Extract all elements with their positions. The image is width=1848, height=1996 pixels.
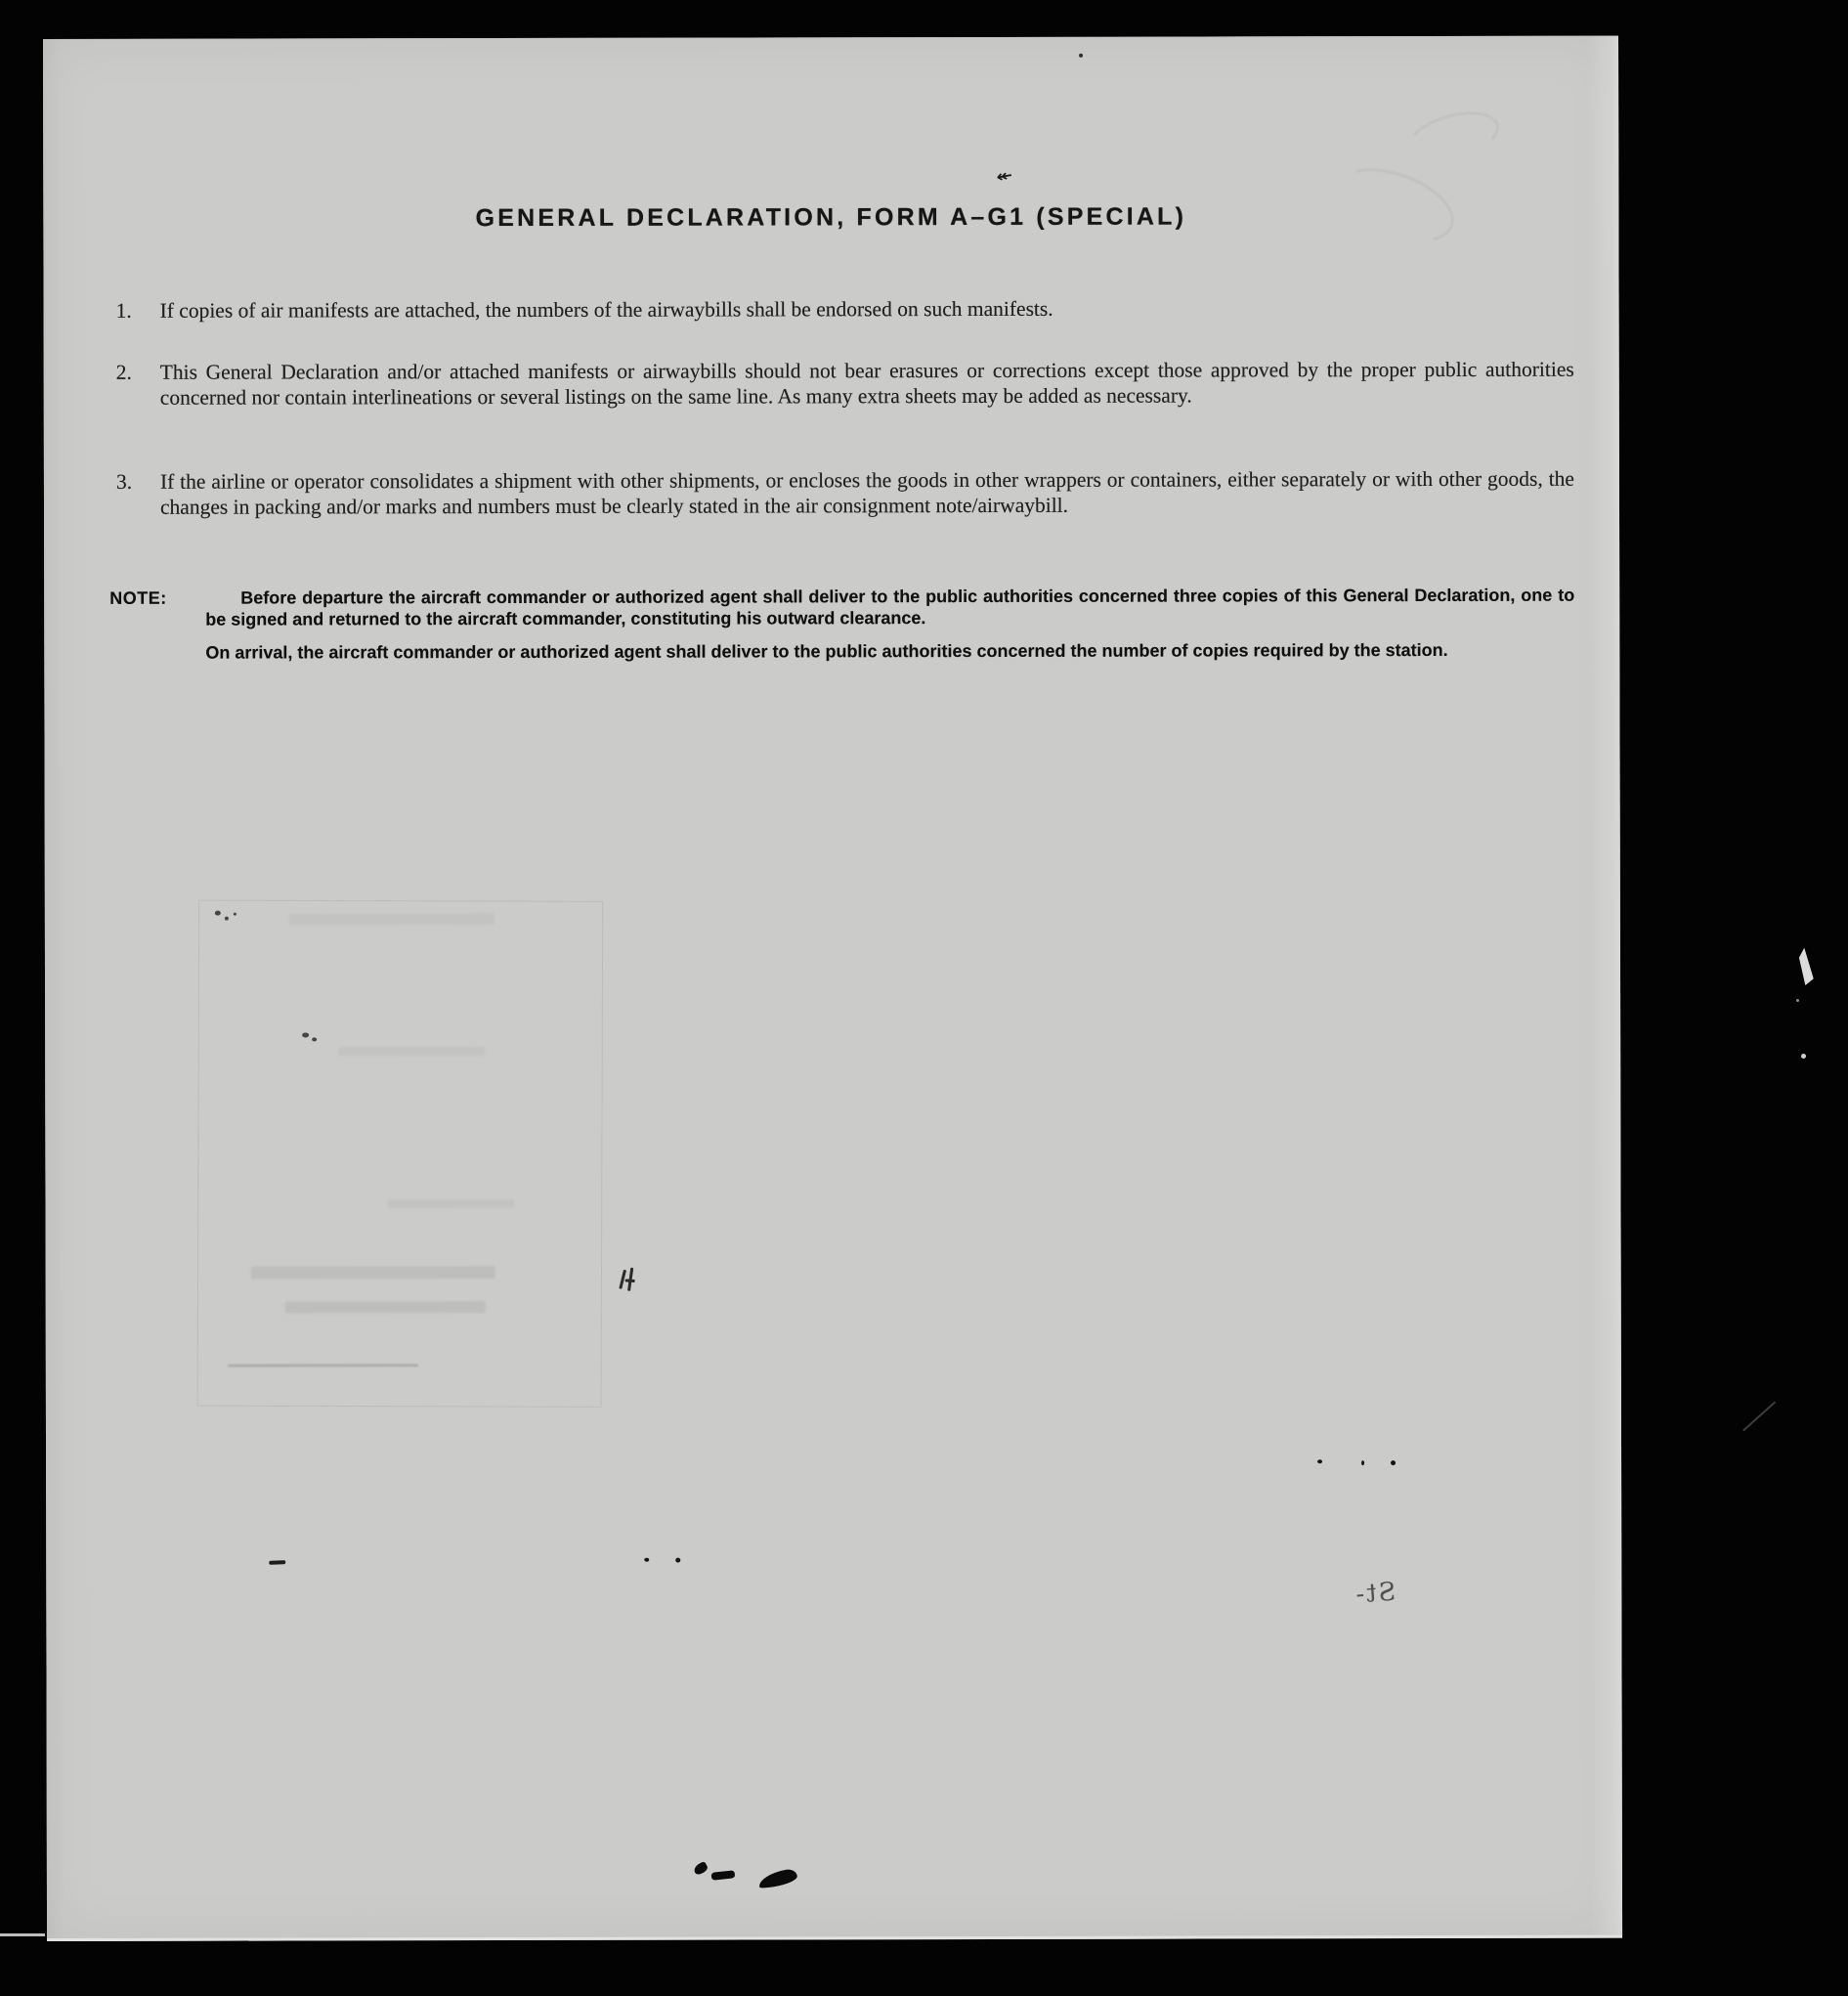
film-edge-line — [0, 1933, 45, 1936]
ghost-text-smudge — [285, 1301, 486, 1313]
film-dust-speck — [1796, 999, 1799, 1002]
film-scratch-flare — [1796, 947, 1817, 986]
instruction-item — [116, 296, 1576, 325]
item-number: 1. — [115, 298, 132, 323]
ink-speck — [312, 1037, 317, 1041]
ink-speck — [644, 1558, 649, 1562]
note-label: NOTE: — [109, 587, 167, 608]
ink-speck — [234, 913, 236, 916]
item-text: If copies of air manifests are attached, the numbers of the airwaybills shall be endorsed on such manifests. — [159, 296, 1053, 323]
ghost-handwriting-smudge — [1326, 154, 1464, 257]
ink-blot — [692, 1861, 709, 1876]
note-paragraphs — [205, 585, 1574, 664]
film-scratch — [1742, 1401, 1776, 1431]
ghost-text-smudge — [251, 1266, 495, 1280]
ink-speck — [1361, 1460, 1364, 1465]
ink-speck — [225, 917, 229, 921]
ghost-text-smudge — [289, 913, 494, 925]
film-dust-speck — [1801, 1054, 1806, 1059]
ink-speck — [1079, 54, 1083, 58]
ink-speck — [1391, 1460, 1396, 1465]
ink-speck — [215, 911, 221, 916]
instruction-item — [116, 358, 1576, 411]
ghost-text-smudge — [387, 1199, 514, 1208]
smudge-line — [228, 1364, 418, 1367]
item-text: If the airline or operator consolidates a shipment with other shipments, or encloses the goods in other wrappers or containers, either separately or with other goods, the changes in packing and/or marks and numbers must be clearly stated in the air consignment note/airwaybill. — [159, 466, 1574, 519]
document-title: GENERAL DECLARATION, FORM A–G1 (SPECIAL) — [475, 202, 1187, 233]
pen-scribble-mark — [622, 1268, 637, 1293]
ink-speck — [1317, 1459, 1322, 1463]
instruction-item — [116, 467, 1576, 520]
item-number: 2. — [115, 360, 132, 384]
document-page — [43, 36, 1622, 1941]
note-section — [109, 585, 1574, 664]
note-paragraph: On arrival, the aircraft commander or authorized agent shall deliver to the public authorities concerned the number of copies required by the station. — [205, 639, 1448, 663]
item-text: This General Declaration and/or attached manifests or airwaybills should not bear erasures or corrections except those approved by the proper public authorities concerned nor contain interlineations or several listings on the same line. As many extra sheets may be added as necessary. — [159, 357, 1574, 410]
ghost-handwriting-smudge — [1402, 103, 1505, 170]
ink-speck — [302, 1032, 309, 1037]
pencil-arrow-icon: ↞ — [994, 165, 1012, 187]
item-number: 3. — [115, 469, 133, 494]
note-paragraph: Before departure the aircraft commander or authorized agent shall deliver to the public authorities concerned three copies of this General Declaration, one to be signed and returned to the aircraft commander, constituting his outward clearance. — [205, 585, 1575, 629]
mirrored-bleedthrough-stamp: St- — [1353, 1577, 1397, 1610]
ink-blot — [757, 1868, 798, 1889]
ink-speck — [675, 1558, 680, 1563]
ink-dash-mark — [269, 1560, 285, 1565]
ink-blot — [711, 1870, 736, 1881]
ghost-stamp-box — [197, 900, 604, 1408]
ghost-text-smudge — [338, 1047, 485, 1056]
